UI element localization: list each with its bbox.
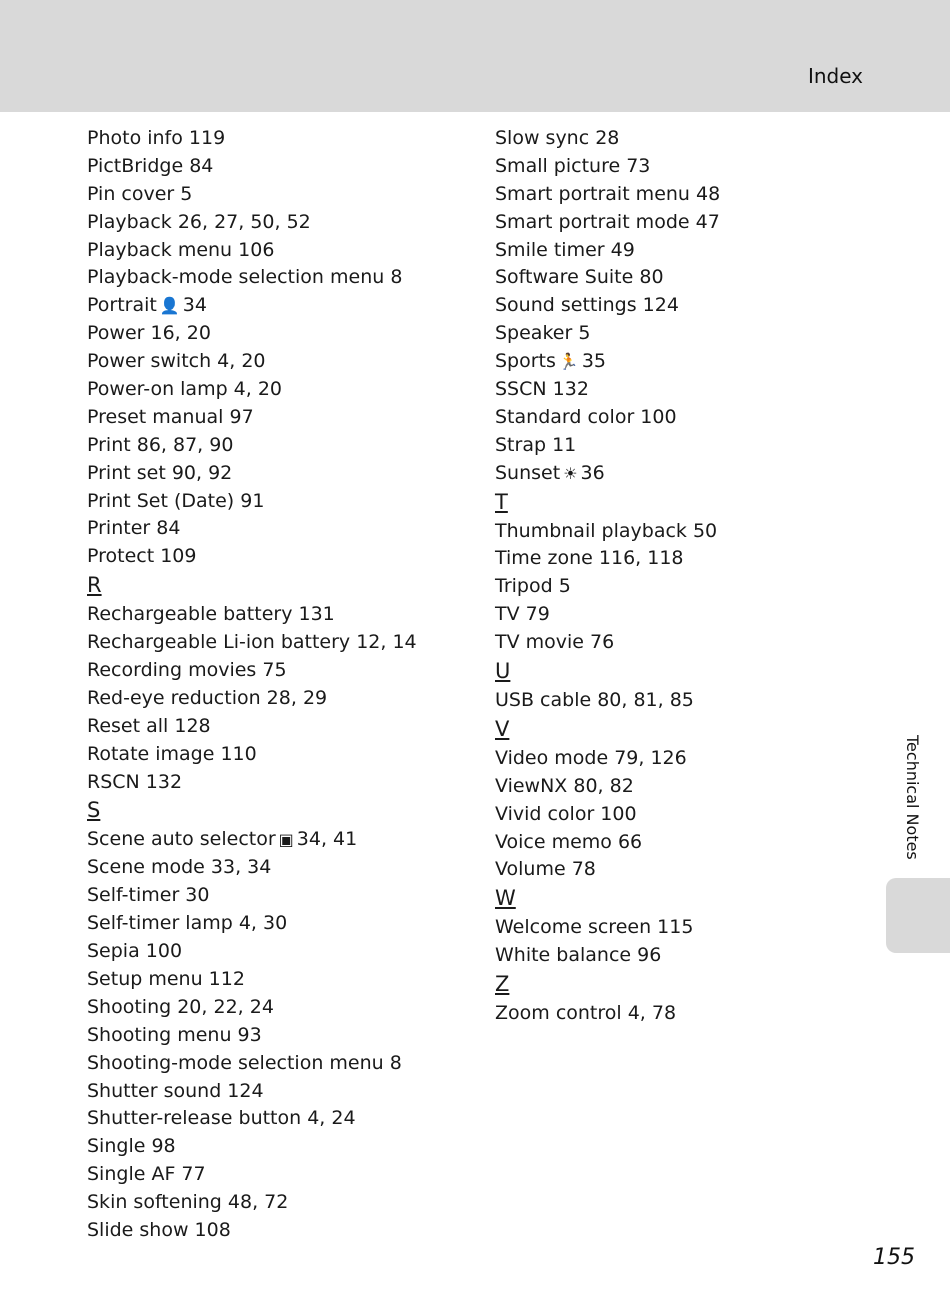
index-entry-pages: 34 <box>182 294 207 317</box>
index-entry <box>87 656 457 684</box>
index-entry-text: Reset all 128 <box>87 714 211 737</box>
index-entry-text: Vivid color 100 <box>495 802 637 825</box>
index-entry <box>87 1188 457 1216</box>
index-entry <box>495 628 865 656</box>
index-entry-text: Pin cover 5 <box>87 182 193 205</box>
index-entry <box>87 825 457 853</box>
index-entry <box>87 965 457 993</box>
index-entry-text: Power-on lamp 4, 20 <box>87 378 283 401</box>
index-entry-text: Playback 26, 27, 50, 52 <box>87 210 311 233</box>
index-entry-text: Sepia 100 <box>87 940 183 963</box>
index-entry-text: Thumbnail playback 50 <box>495 519 718 542</box>
index-entry <box>87 291 457 319</box>
index-entry-pages: 34, 41 <box>296 828 358 851</box>
portrait-icon: 👤 <box>159 296 180 316</box>
index-entry-text: Red-eye reduction 28, 29 <box>87 686 328 709</box>
index-letter-heading: T <box>495 489 508 514</box>
index-entry <box>495 744 865 772</box>
index-entry-text: Print Set (Date) 91 <box>87 489 265 512</box>
index-entry <box>87 937 457 965</box>
index-entry <box>87 881 457 909</box>
index-entry-text: Power switch 4, 20 <box>87 350 266 373</box>
scene-auto-icon: ▣ <box>278 830 294 850</box>
index-entry <box>495 517 865 545</box>
index-entry <box>87 124 457 152</box>
index-entry-text: Zoom control 4, 78 <box>495 1002 677 1025</box>
section-tab-label: Technical Notes <box>903 735 922 860</box>
index-entry <box>87 487 457 515</box>
index-entry <box>495 375 865 403</box>
index-entry <box>495 263 865 291</box>
index-entry <box>87 740 457 768</box>
index-entry-text: USB cable 80, 81, 85 <box>495 689 694 712</box>
index-entry <box>87 403 457 431</box>
index-entry-text: Recording movies 75 <box>87 659 287 682</box>
index-entry-text: Smart portrait menu 48 <box>495 182 721 205</box>
index-entry-text: Volume 78 <box>495 858 596 881</box>
index-column-right <box>495 124 865 1027</box>
index-entry <box>495 291 865 319</box>
index-entry <box>495 124 865 152</box>
index-entry-text: TV movie 76 <box>495 631 615 654</box>
index-entry-text: Print 86, 87, 90 <box>87 433 234 456</box>
index-entry-text: Rechargeable battery 131 <box>87 603 335 626</box>
index-entry <box>87 152 457 180</box>
index-entry-text: Sound settings 124 <box>495 294 679 317</box>
index-entry-text: Smart portrait mode 47 <box>495 210 720 233</box>
index-entry-text: Single AF 77 <box>87 1163 206 1186</box>
index-entry-text: Scene mode 33, 34 <box>87 856 272 879</box>
index-entry <box>495 999 865 1027</box>
index-entry-text: Photo info 119 <box>87 127 226 149</box>
index-entry <box>87 542 457 570</box>
index-entry-text: Sports <box>495 350 556 373</box>
index-entry <box>87 1021 457 1049</box>
index-letter-heading: S <box>87 798 101 823</box>
index-entry <box>495 572 865 600</box>
index-entry-text: Welcome screen 115 <box>495 916 694 939</box>
index-entry-text: Shutter sound 124 <box>87 1079 264 1102</box>
index-entry-text: Playback-mode selection menu 8 <box>87 266 403 289</box>
sunset-icon: ☀ <box>563 463 578 483</box>
index-entry-text: Power 16, 20 <box>87 322 211 345</box>
index-entry <box>87 347 457 375</box>
index-entry <box>87 459 457 487</box>
index-entry <box>495 828 865 856</box>
index-entry-text: Skin softening 48, 72 <box>87 1191 289 1214</box>
index-entry <box>87 1216 457 1244</box>
index-entry-text: White balance 96 <box>495 944 662 967</box>
index-letter-heading: Z <box>495 972 510 997</box>
index-entry-text: Preset manual 97 <box>87 405 254 428</box>
index-entry <box>495 772 865 800</box>
index-entry <box>87 1049 457 1077</box>
index-entry-text: Self-timer lamp 4, 30 <box>87 912 288 935</box>
index-letter-heading: R <box>87 573 102 598</box>
index-entry <box>87 1160 457 1188</box>
index-entry-text: TV 79 <box>495 603 550 626</box>
index-entry <box>495 913 865 941</box>
index-entry <box>87 236 457 264</box>
index-entry <box>87 375 457 403</box>
index-entry-text: Tripod 5 <box>495 575 571 598</box>
index-entry-text: Protect 109 <box>87 545 197 568</box>
index-entry-text: Speaker 5 <box>495 322 591 345</box>
header-title: Index <box>807 64 863 88</box>
index-entry-text: Scene auto selector <box>87 828 276 851</box>
index-entry-text: Time zone 116, 118 <box>495 547 684 570</box>
index-entry-text: Print set 90, 92 <box>87 461 233 484</box>
index-entry-text: Voice memo 66 <box>495 830 643 853</box>
index-entry-text: Video mode 79, 126 <box>495 746 687 769</box>
index-entry <box>87 712 457 740</box>
sports-icon: 🏃 <box>558 352 579 372</box>
index-entry-text: Self-timer 30 <box>87 884 210 907</box>
index-entry <box>495 180 865 208</box>
index-entry <box>87 853 457 881</box>
index-entry <box>495 431 865 459</box>
index-entry <box>495 686 865 714</box>
section-tab <box>886 878 950 953</box>
index-entry-text: Playback menu 106 <box>87 238 275 261</box>
index-entry <box>87 909 457 937</box>
index-entry-text: Sunset <box>495 461 561 484</box>
index-entry <box>87 768 457 796</box>
index-entry-text: PictBridge 84 <box>87 154 214 177</box>
index-letter-heading: U <box>495 659 511 684</box>
index-entry-text: Small picture 73 <box>495 154 651 177</box>
index-entry-text: Strap 11 <box>495 433 577 456</box>
index-entry <box>87 208 457 236</box>
index-entry <box>87 600 457 628</box>
index-entry-pages: 35 <box>581 350 607 373</box>
index-entry <box>87 684 457 712</box>
index-entry-text: Slow sync 28 <box>495 127 620 149</box>
index-entry <box>87 263 457 291</box>
index-entry <box>495 855 865 883</box>
index-entry <box>495 800 865 828</box>
index-entry <box>87 1104 457 1132</box>
index-entry-text: ViewNX 80, 82 <box>495 774 634 797</box>
index-entry-text: Rotate image 110 <box>87 742 257 765</box>
index-column-left <box>87 124 457 1244</box>
index-entry <box>495 208 865 236</box>
index-entry-text: Shutter-release button 4, 24 <box>87 1107 356 1130</box>
index-entry <box>495 403 865 431</box>
index-entry-text: Standard color 100 <box>495 405 677 428</box>
index-entry <box>495 152 865 180</box>
index-entry-text: Printer 84 <box>87 517 181 540</box>
index-entry <box>495 236 865 264</box>
index-entry-text: Portrait <box>87 294 157 317</box>
index-entry <box>495 600 865 628</box>
index-entry <box>87 431 457 459</box>
index-entry <box>495 941 865 969</box>
index-entry-text: SSCN 132 <box>495 378 589 401</box>
index-entry <box>495 347 865 375</box>
index-entry-text: Software Suite 80 <box>495 266 664 289</box>
index-entry <box>495 544 865 572</box>
index-entry <box>495 459 865 487</box>
index-entry-text: Rechargeable Li-ion battery 12, 14 <box>87 631 417 654</box>
index-entry-text: Slide show 108 <box>87 1218 231 1241</box>
index-entry <box>87 993 457 1021</box>
index-entry <box>495 319 865 347</box>
index-letter-heading: W <box>495 886 516 911</box>
index-entry-text: RSCN 132 <box>87 770 183 793</box>
index-entry-pages: 36 <box>580 461 605 484</box>
index-entry-text: Shooting menu 93 <box>87 1023 262 1046</box>
page-header <box>0 0 950 112</box>
index-letter-heading: V <box>495 716 510 741</box>
index-entry <box>87 180 457 208</box>
index-entry <box>87 319 457 347</box>
index-entry-text: Shooting 20, 22, 24 <box>87 995 274 1018</box>
index-entry <box>87 1077 457 1105</box>
index-entry <box>87 1132 457 1160</box>
index-entry-text: Smile timer 49 <box>495 238 635 261</box>
page-number: 155 <box>873 1245 915 1270</box>
index-entry-text: Shooting-mode selection menu 8 <box>87 1051 402 1074</box>
index-entry-text: Single 98 <box>87 1135 176 1158</box>
index-entry <box>87 628 457 656</box>
index-entry-text: Setup menu 112 <box>87 967 245 990</box>
index-entry <box>87 514 457 542</box>
